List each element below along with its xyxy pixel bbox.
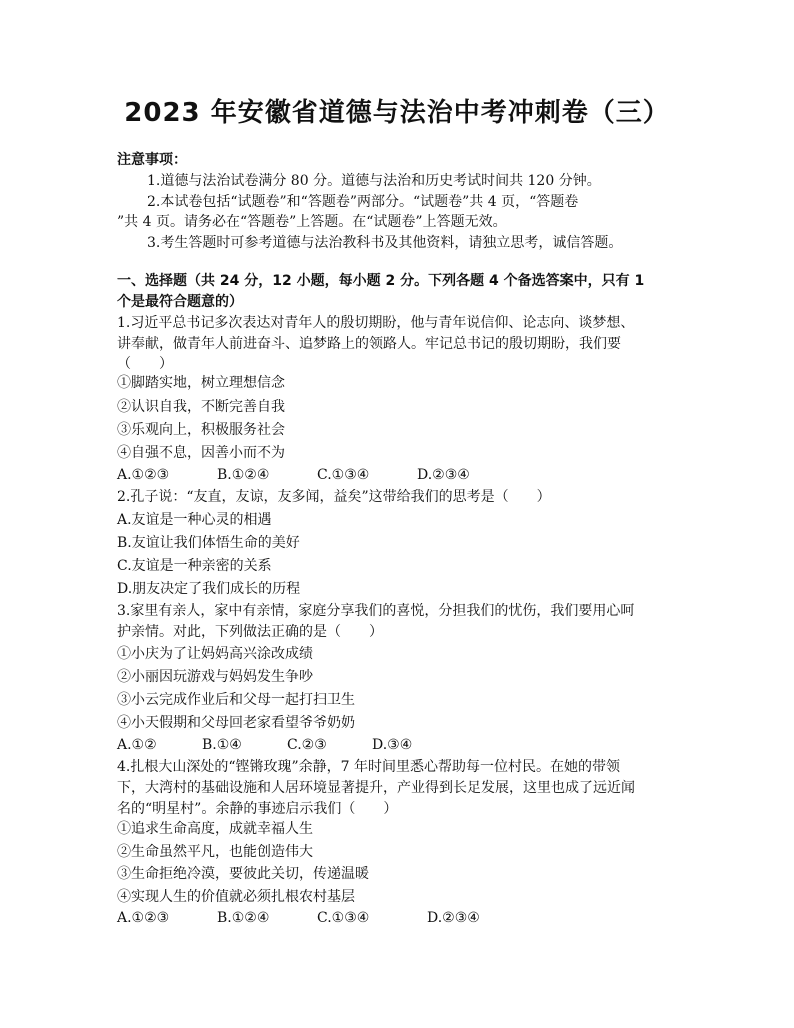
- q1-option-a: A.①②③: [117, 467, 170, 483]
- q4-stem-line-1: 4.扎根大山深处的“铿锵玫瑰”余静，7 年时间里悉心帮助每一位村民。在她的带领: [117, 759, 621, 775]
- q4-option-c: C.①③④: [317, 910, 370, 926]
- q3-option-c: C.②③: [287, 737, 327, 753]
- q3-option-a: A.①②: [117, 737, 157, 753]
- q1-item-2: ②认识自我，不断完善自我: [117, 399, 285, 415]
- q2-stem-line-1: 2.孔子说：“友直，友谅，友多闻，益矣”这带给我们的思考是（ ）: [117, 489, 551, 505]
- q3-item-4: ④小天假期和父母回老家看望爷爷奶奶: [117, 715, 355, 731]
- q1-option-d: D.②③④: [417, 467, 470, 483]
- q1-options: [117, 465, 470, 485]
- q1-stem-line-2: 讲奉献，做青年人前进奋斗、追梦路上的领路人。牢记总书记的殷切期盼，我们要: [117, 336, 621, 352]
- q3-option-b: B.①④: [202, 737, 242, 753]
- q2-option-d: D.朋友决定了我们成长的历程: [117, 581, 301, 597]
- q4-stem-line-3: 名的“明星村”。余静的事迹启示我们（ ）: [117, 801, 398, 817]
- page-title: 2023 年安徽省道德与法治中考冲刺卷（三）: [124, 98, 670, 128]
- q4-option-d: D.②③④: [427, 910, 480, 926]
- notes-line-2: 2.本试卷包括“试题卷”和“答题卷”两部分。“试题卷”共 4 页，“答题卷: [147, 194, 579, 210]
- q4-item-4: ④实现人生的价值就必须扎根农村基层: [117, 889, 355, 905]
- q2-option-c: C.友谊是一种亲密的关系: [117, 558, 272, 574]
- notes-heading: 注意事项：: [117, 152, 187, 168]
- q1-stem-line-1: 1.习近平总书记多次表达对青年人的殷切期盼，他与青年说信仰、论志向、谈梦想、: [117, 315, 635, 331]
- q3-options: [117, 735, 412, 755]
- q1-option-b: B.①②④: [217, 467, 270, 483]
- q3-item-2: ②小丽因玩游戏与妈妈发生争吵: [117, 669, 313, 685]
- section-heading-line-2: 个是最符合题意的）: [117, 294, 243, 310]
- q1-item-1: ①脚踏实地，树立理想信念: [117, 375, 285, 391]
- q1-option-c: C.①③④: [317, 467, 370, 483]
- q3-stem-line-2: 护亲情。对此，下列做法正确的是（ ）: [117, 624, 383, 640]
- q4-item-1: ①追求生命高度，成就幸福人生: [117, 821, 313, 837]
- q1-item-4: ④自强不息，因善小而不为: [117, 445, 285, 461]
- section-heading-line-1: 一、选择题（共 24 分，12 小题，每小题 2 分。下列各题 4 个备选答案中，只有 1: [117, 273, 645, 289]
- q3-stem-line-1: 3.家里有亲人，家中有亲情，家庭分享我们的喜悦，分担我们的忧伤，我们要用心呵: [117, 603, 635, 619]
- q3-item-1: ①小庆为了让妈妈高兴涂改成绩: [117, 646, 313, 662]
- q2-option-b: B.友谊让我们体悟生命的美好: [117, 535, 300, 551]
- q4-item-3: ③生命拒绝冷漠，要彼此关切，传递温暖: [117, 866, 369, 882]
- q4-option-b: B.①②④: [217, 910, 270, 926]
- q2-option-a: A.友谊是一种心灵的相遇: [117, 512, 272, 528]
- notes-line-1: 1.道德与法治试卷满分 80 分。道德与法治和历史考试时间共 120 分钟。: [147, 173, 601, 189]
- q4-options: [117, 908, 480, 928]
- q4-item-2: ②生命虽然平凡，也能创造伟大: [117, 844, 313, 860]
- notes-line-4: 3.考生答题时可参考道德与法治教科书及其他资料，请独立思考，诚信答题。: [147, 235, 623, 251]
- q4-stem-line-2: 下，大湾村的基础设施和人居环境显著提升，产业得到长足发展，这里也成了远近闻: [117, 780, 635, 796]
- q3-item-3: ③小云完成作业后和父母一起打扫卫生: [117, 692, 355, 708]
- q1-stem-line-3: （ ）: [117, 356, 173, 372]
- q3-option-d: D.③④: [372, 737, 413, 753]
- q1-item-3: ③乐观向上，积极服务社会: [117, 422, 285, 438]
- notes-line-3: ”共 4 页。请务必在“答题卷”上答题。在“试题卷”上答题无效。: [117, 214, 507, 230]
- q4-option-a: A.①②③: [117, 910, 170, 926]
